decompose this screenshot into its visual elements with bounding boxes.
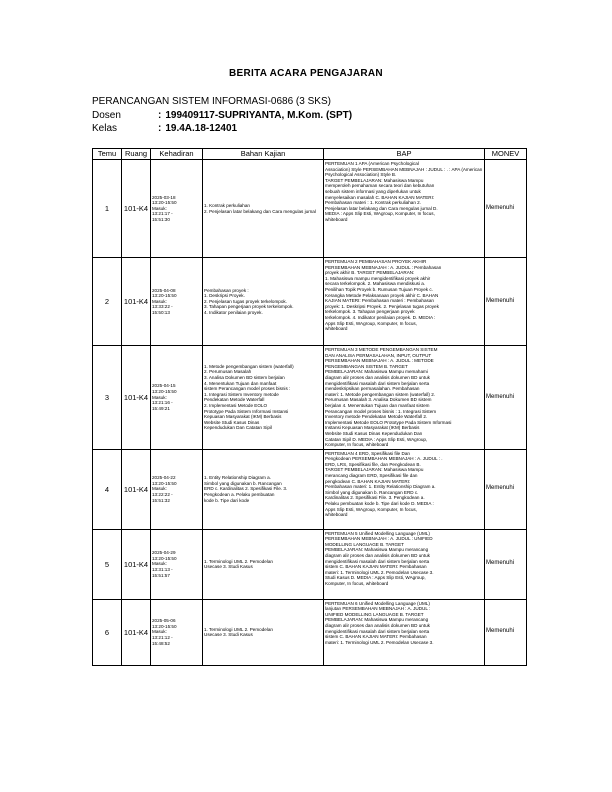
cell-bahan-kajian bbox=[203, 346, 324, 450]
bahan-kajian-line: 1. Deskripsi Proyek. bbox=[204, 293, 245, 299]
table-row bbox=[93, 346, 527, 450]
kehadiran-line: 15:50:13 bbox=[152, 309, 170, 315]
kehadiran-line: Masuk: bbox=[152, 629, 167, 635]
cell-ruang: 101-K4 bbox=[122, 529, 151, 599]
bahan-kajian-line: Kependudukan Dan Catatan Sipil bbox=[204, 425, 272, 431]
bap-line: Perancangan model proses bisnis : 1. Integrasi Sistem bbox=[325, 408, 437, 414]
kehadiran-line: Masuk: bbox=[152, 298, 167, 304]
bap-line: PERTEMUAN 5 Unified Modelling Language (UML) bbox=[325, 530, 430, 536]
header-temu: Temu bbox=[93, 149, 122, 160]
bap-line: Penjelasan latar belakang dan Cara mengulas jurnal D. bbox=[325, 205, 438, 211]
cell-temu: 4 bbox=[93, 449, 122, 529]
bap-line: Pelaku pembuatan kode b. Tipe dari kode D. MEDIA : bbox=[325, 501, 434, 507]
header-bahan-kajian: Bahan Kajian bbox=[203, 149, 324, 160]
bahan-kajian-line: kode b. Tipe dari kode bbox=[204, 497, 250, 503]
bap-line: TARGET PEMBELAJARAN: Mahasiswa Mampu bbox=[325, 177, 424, 183]
bahan-kajian-line: Pendekatan Metode Waterfall bbox=[204, 397, 265, 403]
bap-line: ERD, LRS, Spesifikasi file, dan Pengkodean B. bbox=[325, 461, 421, 467]
lecturer-value: 199409117-SUPRIYANTA, M.Kom. (SPT) bbox=[165, 110, 353, 121]
bap-line: mengidentifikasi masalah dari sistem berjalan serta bbox=[325, 558, 430, 564]
bahan-kajian-line: 1. Terminologi UML 2. Pemodelan bbox=[204, 558, 273, 564]
header-monev: MONEV bbox=[485, 149, 527, 160]
table-row bbox=[93, 160, 527, 258]
kehadiran-line: Masuk: bbox=[152, 205, 167, 211]
cell-temu: 6 bbox=[93, 599, 122, 665]
bahan-kajian-line: 2. Penjelasan tugas proyek terkelompok. bbox=[204, 298, 287, 304]
cell-ruang: 101-K4 bbox=[122, 449, 151, 529]
bap-line: 1. Mahasiswa mampu mengidentifikasi proyek akhir bbox=[325, 275, 431, 281]
bap-line: proyek: 1. Deskripsi Proyek. 2. Penjelasan tugas proyek bbox=[325, 303, 439, 309]
bahan-kajian-line: 4. Menentukan Tujuan dan manfaat bbox=[204, 380, 277, 386]
bap-line: PERTEMUAN 2 PEMBAHASAN PROYEK AKHIR bbox=[325, 259, 427, 264]
kehadiran-line: 15:48:52 bbox=[152, 640, 170, 646]
bap-line: sistem C. BAHAN KAJIAN MATERI: Pembahasan bbox=[325, 564, 427, 570]
kehadiran-line: 15:49:21 bbox=[152, 405, 170, 411]
bap-line: Apps Slip Esti, WAgroup, Komputer, In focus, bbox=[325, 506, 418, 512]
bahan-kajian-line: 2. Implementasi Metode EOLO bbox=[204, 402, 268, 408]
cell-kehadiran bbox=[151, 160, 203, 258]
table-row bbox=[93, 529, 527, 599]
kehadiran-line: 15:51:57 bbox=[152, 572, 170, 578]
cell-temu: 3 bbox=[93, 346, 122, 450]
cell-monev: Memenuhi bbox=[485, 599, 527, 665]
bap-line: secara terkelompok. 2. Mahasiswa mendiskusi a. bbox=[325, 281, 426, 287]
document-title: BERITA ACARA PENGAJARAN bbox=[229, 68, 383, 79]
class-row: Kelas : 19.4A.18-12401 bbox=[92, 123, 238, 134]
bap-line: PEMBELAJARAN: Mahasiswa Mampu memahami bbox=[325, 369, 428, 375]
bahan-kajian-line: 1. Terminologi UML 2. Pemodelan bbox=[204, 626, 273, 632]
kehadiran-line: 13:21:16 - bbox=[152, 400, 173, 406]
bap-line: PERTEMUAN 6 Unified Modelling Language (UML) bbox=[325, 600, 430, 606]
bap-line: mendeskripsikan permasalahan. Pembahasan bbox=[325, 386, 420, 392]
cell-kehadiran bbox=[151, 599, 203, 665]
cell-bap bbox=[324, 529, 485, 599]
bap-line: mengidentifikasi masalah dari sistem berjalan serta bbox=[325, 628, 430, 634]
cell-kehadiran bbox=[151, 449, 203, 529]
cell-temu: 5 bbox=[93, 529, 122, 599]
bahan-kajian-line: ERD c. Kardinalitas 2. Spesifikasi File. 3. bbox=[204, 486, 288, 492]
cell-kehadiran bbox=[151, 258, 203, 346]
bap-line: UNIFIED MODELLING LANGUAGE B. TARGET bbox=[325, 611, 424, 617]
cell-bahan-kajian bbox=[203, 529, 324, 599]
bahan-kajian-line: Kepuasan Masyarakat (IKM) Berbasis bbox=[204, 414, 282, 420]
bap-line: Association) Style PERSEMBAHAN MEBNAJAH : JUDUL : . : APA (American Psychological Association) Style B. bbox=[325, 166, 483, 178]
bap-line: Apps Slip Esti, WAgroup, Komputer, In focus, bbox=[325, 320, 418, 326]
bap-line: PERSEMBAHAN MEBNAJAH : A. JUDUL : UNIFIED bbox=[325, 536, 433, 542]
bap-line: materi: 1. Metode pengembangan sistem (waterfall) 2. bbox=[325, 391, 436, 397]
kehadiran-line: 15:51:30 bbox=[152, 216, 170, 222]
table-row bbox=[93, 599, 527, 665]
bap-line: terkelompok. 4. Indikator penilaian proyek. D. MEDIA : bbox=[325, 314, 436, 320]
kehadiran-line: Masuk: bbox=[152, 394, 167, 400]
class-value: 19.4A.18-12401 bbox=[165, 123, 238, 134]
bahan-kajian-line: 1. Kontrak perkuliahan bbox=[204, 202, 250, 208]
kehadiran-line: 13:20-15:50 bbox=[152, 480, 177, 486]
bap-line: terkelompok. 3. Tahapan pengerjaan proyek bbox=[325, 309, 415, 315]
course-name: PERANCANGAN SISTEM INFORMASI-0686 (3 SKS) bbox=[92, 96, 331, 107]
kehadiran-line: 13:20-15:50 bbox=[152, 200, 177, 206]
table-row bbox=[93, 258, 527, 346]
header-ruang: Ruang bbox=[122, 149, 151, 160]
cell-bap bbox=[324, 258, 485, 346]
bahan-kajian-line: Simbol yang digunakan b. Rancangan bbox=[204, 480, 282, 486]
cell-bap bbox=[324, 160, 485, 258]
bap-line: DAN ANALISA PERMASALAHAN, INPUT, OUTPUT bbox=[325, 352, 432, 358]
cell-bahan-kajian bbox=[203, 258, 324, 346]
kehadiran-line: Masuk: bbox=[152, 486, 167, 492]
cell-bahan-kajian bbox=[203, 160, 324, 258]
lecturer-row: Dosen : 199409117-SUPRIYANTA, M.Kom. (SPT) bbox=[92, 110, 353, 121]
cell-monev: Memenuhi bbox=[485, 346, 527, 450]
cell-ruang: 101-K4 bbox=[122, 346, 151, 450]
cell-ruang: 101-K4 bbox=[122, 599, 151, 665]
bap-line: Kerangka Metode Pelaksanaan proyek akhir C. BAHAN bbox=[325, 292, 439, 298]
cell-bap bbox=[324, 449, 485, 529]
kehadiran-line: 13:20-15:50 bbox=[152, 293, 177, 299]
bap-line: KAJIAN MATERI: Pembahasan materi : Pembahasan bbox=[325, 298, 434, 304]
cell-bap bbox=[324, 599, 485, 665]
bap-line: whiteboard bbox=[325, 512, 348, 518]
cell-temu: 2 bbox=[93, 258, 122, 346]
bap-line: berjalan 4. Menentukan Tujuan dan manfaat sistem bbox=[325, 402, 430, 408]
kehadiran-line: 13:20-15:50 bbox=[152, 623, 177, 629]
header-bap: BAP bbox=[324, 149, 485, 160]
bap-line: Simbol yang digunakan b. Rancangan ERD c. bbox=[325, 489, 419, 495]
bahan-kajian-line: 1. Metode pengembangan sistem (waterfall) bbox=[204, 363, 294, 369]
bap-line: Penilihan Topik Proyek b. Rumusan Tujuan Proyek c. bbox=[325, 286, 433, 292]
bahan-kajian-line: 2. Penjelasan latar belakang dan Cara mengulas jurnal bbox=[204, 208, 316, 214]
bap-line: Implementasi Metode EOLO Prototype Pada Sistem Informasi bbox=[325, 419, 452, 425]
kehadiran-line: 2025-04-29 bbox=[152, 550, 176, 556]
bahan-kajian-line: Usecase 3. Studi Kasus bbox=[204, 632, 253, 638]
bahan-kajian-line: 1. Integrasi Sistem Inventory metode bbox=[204, 391, 279, 397]
bap-line: Pembahasan materi : 1. Kontrak perkuliahan 2. bbox=[325, 200, 422, 206]
teaching-record-table bbox=[92, 148, 527, 666]
kehadiran-line: 13:21:17 - bbox=[152, 211, 173, 217]
kehadiran-line: 13:20-15:50 bbox=[152, 388, 177, 394]
bahan-kajian-line: 3. Analisa Dokumen BD sistem berjalan bbox=[204, 374, 285, 380]
cell-monev: Memenuhi bbox=[485, 449, 527, 529]
bap-line: lanjutan PERSEMBAHAN MEBNAJAH : A. JUDUL : bbox=[325, 606, 431, 612]
cell-ruang: 101-K4 bbox=[122, 258, 151, 346]
bap-line: Instansi Kepuasan Masyarakat (IKM) Berbasis bbox=[325, 425, 420, 431]
bap-line: pengkodean C. BAHAN KAJIAN MATERI: bbox=[325, 478, 411, 484]
bap-line: Studi Kasus D. MEDIA : Apps Slip Esti, WAgroup, bbox=[325, 575, 426, 581]
bahan-kajian-line: Prototype Pada Sistem Informasi Instansi bbox=[204, 408, 289, 414]
bap-line: PERTEMUAN 3 METODE PENGEMBANGAN SISTEM bbox=[325, 347, 438, 352]
bap-line: sebuah sistem informasi yang diperlukan untuk bbox=[325, 188, 421, 194]
bahan-kajian-line: 2. Perumusan Masalah bbox=[204, 369, 252, 375]
bap-line: menyelesaikan masalah C. BAHAN KAJIAN MATERI: bbox=[325, 194, 435, 200]
bap-line: PENGEMBANGAN SISTEM B. TARGET bbox=[325, 363, 408, 369]
bap-line: Komputer, In focus, whiteboard bbox=[325, 581, 389, 587]
kehadiran-line: 13:31:13 - bbox=[152, 566, 173, 572]
table-header-row bbox=[93, 149, 527, 160]
bap-line: Pengkodean PERSEMBAHAN MEBNAJAH : A. JUDUL : . bbox=[325, 456, 443, 462]
bap-line: MODELLING LANGUAGE B. TARGET bbox=[325, 541, 404, 547]
bap-line: MEDIA : Apps Slip Esti, WAgroup, Komputer, In focus, bbox=[325, 211, 435, 217]
bahan-kajian-line: Website Studi Kasus Dinas bbox=[204, 419, 260, 425]
cell-bahan-kajian bbox=[203, 599, 324, 665]
bap-line: PERSEMBAHAN MEBNAJAH : A. JUDUL : Pembahasan bbox=[325, 264, 442, 270]
kehadiran-line: 15:51:32 bbox=[152, 497, 170, 503]
bap-line: diagram alir proses dan analisis dokumen BD untuk bbox=[325, 374, 430, 380]
bahan-kajian-line: 3. Tahapan pengerjaan proyek terkelompok. bbox=[204, 304, 294, 310]
bap-line: whiteboard bbox=[325, 326, 348, 332]
bap-line: TARGET PEMBELAJARAN: Mahasiswa Mampu bbox=[325, 467, 424, 473]
cell-bap bbox=[324, 346, 485, 450]
bap-line: Website Studi Kasus Dinas Kependudukan Dan bbox=[325, 430, 423, 436]
bahan-kajian-line: 4. Indikator penilaian proyek. bbox=[204, 309, 263, 315]
kehadiran-line: 2025-04-15 bbox=[152, 383, 176, 389]
bahan-kajian-line: Pengkodean a. Pelaku pembuatan bbox=[204, 491, 275, 497]
kehadiran-line: 2025-03-18 bbox=[152, 194, 176, 200]
bap-line: Inventory metode Pendekatan Metode Waterfall 2. bbox=[325, 414, 428, 420]
kehadiran-line: 2025-04-22 bbox=[152, 475, 176, 481]
kehadiran-line: 2025-05-06 bbox=[152, 618, 176, 624]
bap-line: materi: 1. Terminologi UML 2. Pemodelan Usecase 3. bbox=[325, 639, 434, 645]
bahan-kajian-line: 1. Entity Relationship Diagram a. bbox=[204, 475, 271, 481]
bahan-kajian-line: Usecase 3. Studi Kasus bbox=[204, 564, 253, 570]
bap-line: Pembahasan materi: 1. Entity Relationship Diagram a. bbox=[325, 484, 436, 490]
kehadiran-line: 13:22:22 - bbox=[152, 491, 173, 497]
bap-line: PERTEMUAN 4 ERD, Spesifikasi file Dan bbox=[325, 450, 410, 456]
bap-line: diagram alir proses dan analisis dokumen BD untuk bbox=[325, 553, 430, 559]
bap-line: merancang diagram ERD, Spesifikasi file dan bbox=[325, 473, 418, 479]
bap-line: PEMBELAJARAN: Mahasiswa Mampu merancang bbox=[325, 547, 429, 553]
kehadiran-line: 13:21:12 - bbox=[152, 634, 173, 640]
bap-line: whiteboard bbox=[325, 216, 348, 222]
bap-line: proyek akhir B. TARGET PEMBELAJARAN: bbox=[325, 270, 415, 276]
bap-line: Perumusan Masalah 3. Analisa Dokumen BD sistem bbox=[325, 397, 432, 403]
lecturer-label: Dosen bbox=[92, 110, 121, 121]
table-row bbox=[93, 449, 527, 529]
bap-line: PERTEMUAN 1 APA (American Psychological bbox=[325, 161, 419, 166]
cell-monev: Memenuhi bbox=[485, 529, 527, 599]
cell-ruang: 101-K4 bbox=[122, 160, 151, 258]
bap-line: PERSEMBAHAN MEBNAJAH : A. JUDUL : METODE bbox=[325, 358, 434, 364]
bahan-kajian-line: Pembahasan proyek : bbox=[204, 287, 249, 293]
header-kehadiran: Kehadiran bbox=[151, 149, 203, 160]
kehadiran-line: 13:20-15:50 bbox=[152, 555, 177, 561]
bahan-kajian-line: sistem Perancangan model proses bisnis : bbox=[204, 386, 291, 392]
bap-line: mengidentifikasi masalah dari sistem berjalan serta bbox=[325, 380, 430, 386]
bap-line: Catatan Sipil D. MEDIA : Apps Slip Esti, WAgroup, bbox=[325, 436, 428, 442]
kehadiran-line: 13:33:22 - bbox=[152, 304, 173, 310]
kehadiran-line: 2025-04-08 bbox=[152, 287, 176, 293]
bap-line: memperoleh pemahaman secara teori dan kebutuhan bbox=[325, 183, 435, 189]
class-label: Kelas bbox=[92, 123, 118, 134]
cell-monev: Memenuhi bbox=[485, 258, 527, 346]
bap-line: Kardinalitas 2. Spesifikasi File. 3. Pengkodean a. bbox=[325, 495, 425, 501]
cell-monev: Memenuhi bbox=[485, 160, 527, 258]
cell-bahan-kajian bbox=[203, 449, 324, 529]
bap-line: materi: 1. Terminologi UML 2. Pemodelan Usecase 3. bbox=[325, 569, 434, 575]
cell-kehadiran bbox=[151, 529, 203, 599]
bap-line: Komputer, In focus, whiteboard bbox=[325, 442, 389, 448]
kehadiran-line: Masuk: bbox=[152, 561, 167, 567]
bap-line: diagram alir proses dan analisis dokumen BD untuk bbox=[325, 623, 430, 629]
bap-line: sistem C. BAHAN KAJIAN MATERI: Pembahasan bbox=[325, 634, 427, 640]
cell-kehadiran bbox=[151, 346, 203, 450]
cell-temu: 1 bbox=[93, 160, 122, 258]
bap-line: PEMBELAJARAN: Mahasiswa Mampu merancang bbox=[325, 617, 429, 623]
